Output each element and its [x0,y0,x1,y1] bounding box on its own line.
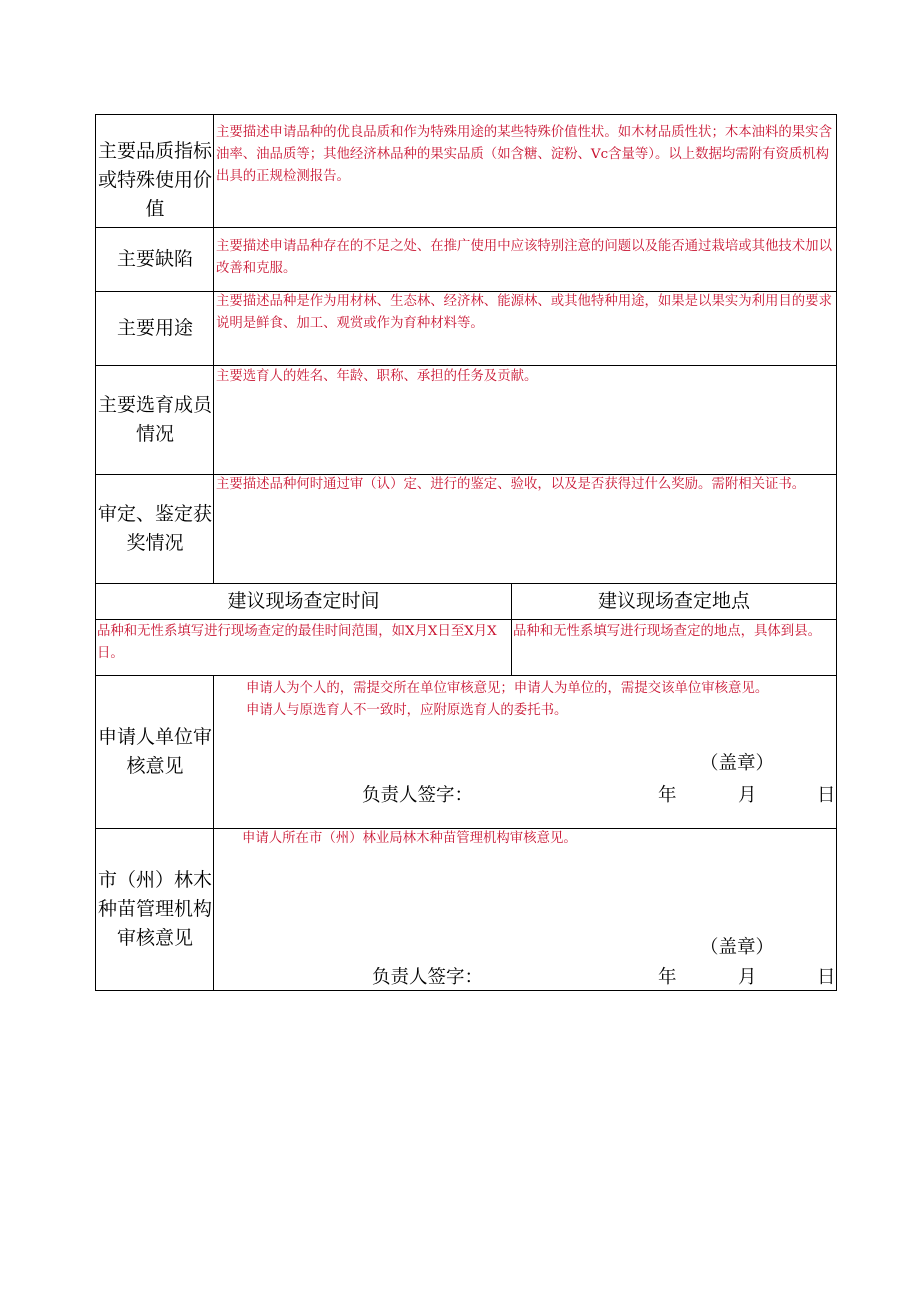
inspection-time-header: 建议现场查定时间 [227,589,380,612]
applicant-month-label: 月 [738,785,757,806]
inspection-place-hint: 品种和无性系填写进行现场查定的地点，具体到县。 [513,624,821,639]
applicant-review-hint-line1: 申请人为个人的，需提交所在单位审核意见；申请人为单位的，需提交该单位审核意见。 [246,681,769,696]
table-border-right [836,114,837,991]
city-review-hint: 申请人所在市（州）林业局林木种苗管理机构审核意见。 [242,831,577,846]
city-year-label: 年 [658,967,677,988]
city-signature-label: 负责人签字： [372,967,484,988]
row-label-breeders: 主要选育成员情况 [98,393,213,445]
applicant-signature-label: 负责人签字： [362,785,474,806]
row-label-defects: 主要缺陷 [116,247,193,270]
applicant-day-label: 日 [817,785,836,806]
inspection-place-header: 建议现场查定地点 [597,589,750,612]
row-hint-uses: 主要描述品种是作为用材林、生态林、经济林、能源林、或其他特种用途，如果是以果实为利用目的要求说明是鲜食、加工、观赏或作为育种材料等。 [216,294,832,331]
row-label-awards: 审定、鉴定获奖情况 [98,502,213,554]
city-review-label: 市（州）林木种苗管理机构审核意见 [98,868,213,949]
inspection-time-hint: 品种和无性系填写进行现场查定的最佳时间范围，如X月X日至X月X日。 [97,624,497,661]
applicant-review-hint-line2: 申请人与原选育人不一致时，应附原选育人的委托书。 [246,703,568,718]
city-month-label: 月 [738,967,757,988]
city-seal-label: （盖章） [700,937,775,958]
table-border-bottom [95,990,837,991]
applicant-review-label: 申请人单位审核意见 [98,725,213,777]
label-column-divider [213,675,214,990]
row-hint-defects: 主要描述申请品种存在的不足之处、在推广使用中应该特别注意的问题以及能否通过栽培或其他技术加以改善和克服。 [216,239,832,276]
row-hint-awards: 主要描述品种何时通过审（认）定、进行的鉴定、验收，以及是否获得过什么奖励。需附相关证书。 [216,477,806,492]
applicant-year-label: 年 [658,785,677,806]
applicant-seal-label: （盖章） [700,753,775,774]
row-label-quality: 主要品质指标或特殊使用价值 [98,139,213,220]
table-border-left [95,114,96,991]
row-hint-quality: 主要描述申请品种的优良品质和作为特殊用途的某些特殊价值性状。如木材品质性状；木本油料的果实含油率、油品质等；其他经济林品种的果实品质（如含糖、淀粉、Vc含量等）。以上数据均需附有资质机构出具的正规检测报告。 [216,125,832,184]
row-divider [95,619,837,620]
table-border-top [95,114,837,115]
city-day-label: 日 [817,967,836,988]
row-hint-breeders: 主要选育人的姓名、年龄、职称、承担的任务及贡献。 [216,369,538,384]
row-label-uses: 主要用途 [116,316,193,339]
label-column-divider [213,114,214,583]
